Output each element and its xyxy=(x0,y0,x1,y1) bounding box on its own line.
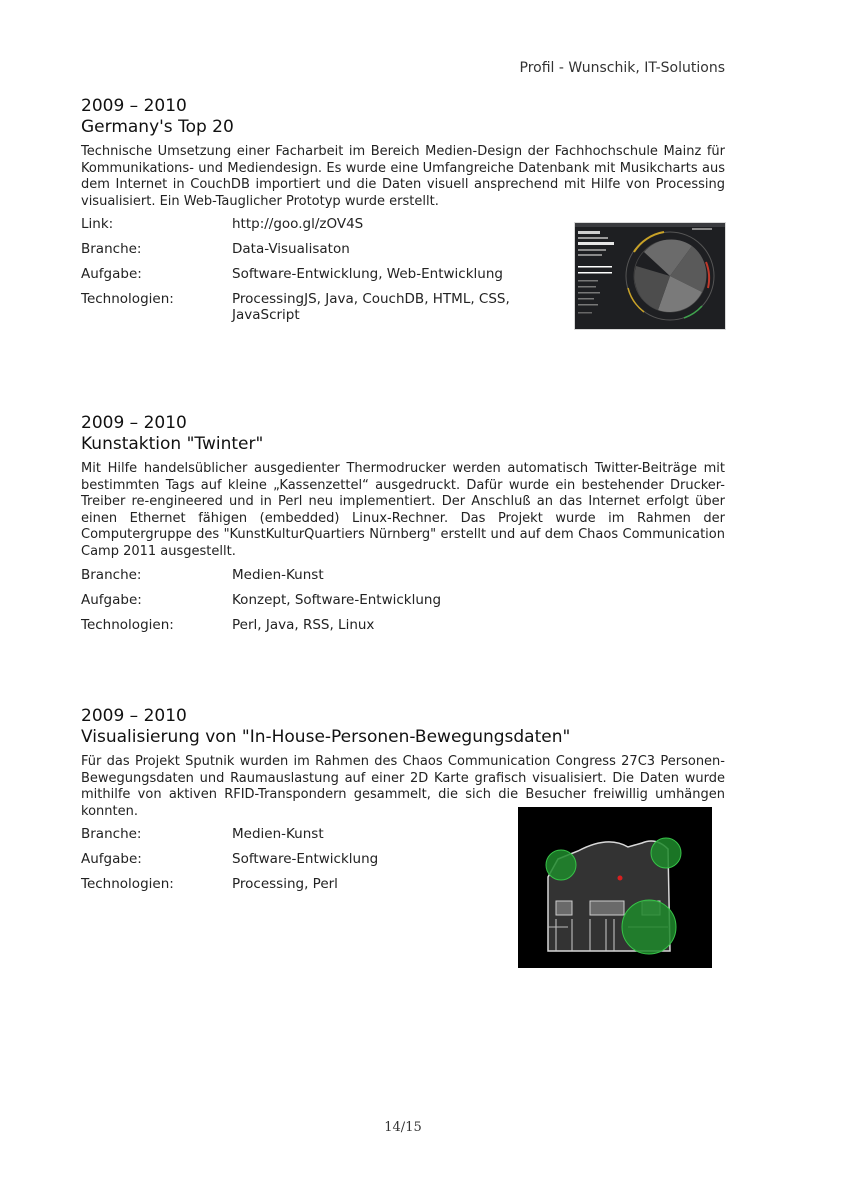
project-year: 2009 – 2010 xyxy=(81,706,187,726)
detail-key: Technologien: xyxy=(81,876,174,893)
detail-row-branche xyxy=(81,567,725,583)
detail-key: Branche: xyxy=(81,241,142,258)
detail-row-technologien xyxy=(81,617,725,633)
detail-key: Aufgabe: xyxy=(81,266,142,283)
project-title: Kunstaktion "Twinter" xyxy=(81,434,264,454)
detail-key: Technologien: xyxy=(81,616,174,633)
detail-key: Branche: xyxy=(81,566,142,583)
detail-key: Link: xyxy=(81,216,114,233)
detail-key: Aufgabe: xyxy=(81,591,142,608)
project-year: 2009 – 2010 xyxy=(81,413,187,433)
detail-value: Data-Visualisaton xyxy=(232,241,350,258)
detail-value: Software-Entwicklung xyxy=(232,851,379,868)
detail-key: Aufgabe: xyxy=(81,851,142,868)
top20-visualization-image xyxy=(574,222,726,330)
detail-key: Technologien: xyxy=(81,291,174,308)
detail-row-aufgabe xyxy=(81,592,725,608)
detail-key: Branche: xyxy=(81,826,142,843)
project-description: Für das Projekt Sputnik wurden im Rahmen des Chaos Communication Congress 27C3 Personen-Bewegungsdaten und Raumauslastung auf einer 2D Karte grafisch visualisiert. Die Daten wurde mithilfe von aktiven RFID-Transpondern gesammelt, die sich die Besucher freiwillig umhängen konnten. xyxy=(81,754,725,819)
detail-value: Perl, Java, RSS, Linux xyxy=(232,616,375,633)
detail-value: Medien-Kunst xyxy=(232,826,324,843)
page-header: Profil - Wunschik, IT-Solutions xyxy=(519,60,725,76)
project-title: Germany's Top 20 xyxy=(81,117,234,137)
project-title: Visualisierung von "In-House-Personen-Bewegungsdaten" xyxy=(81,727,571,747)
detail-value: Processing, Perl xyxy=(232,876,338,893)
floorplan-visualization-image xyxy=(518,807,712,968)
detail-value: Software-Entwicklung, Web-Entwicklung xyxy=(232,266,503,283)
project-description: Mit Hilfe handelsüblicher ausgedienter Thermodrucker werden automatisch Twitter-Beiträge mit bestimmten Tags auf kleine „Kassenzettel“ ausgedruckt. Dafür wurde ein bestehender Drucker-Treiber re-engineered und in Perl neu implementiert. Der Anschluß an das Internet erfolgt über einen Ethernet fähigen (embedded) Linux-Rechner. Das Projekt wurde im Rahmen der Computergruppe des "KunstKulturQuartiers Nürnberg" erstellt und auf dem Chaos Communication Camp 2011 ausgestellt. xyxy=(81,461,725,559)
project-section-twinter xyxy=(81,413,725,642)
detail-value: Medien-Kunst xyxy=(232,566,324,583)
detail-value: ProcessingJS, Java, CouchDB, HTML, CSS, JavaScript xyxy=(232,291,510,324)
project-year: 2009 – 2010 xyxy=(81,96,187,116)
detail-value: Konzept, Software-Entwicklung xyxy=(232,591,442,608)
project-link[interactable]: http://goo.gl/zOV4S xyxy=(232,216,364,233)
page-number: 14/15 xyxy=(384,1120,422,1135)
project-description: Technische Umsetzung einer Facharbeit im Bereich Medien-Design der Fachhochschule Mainz für Kommunikations- und Mediendesign. Es wurde eine Umfangreiche Datenbank mit Musikcharts aus dem Internet in CouchDB importiert und die Daten visuell ansprechend mit Hilfe von Processing visualisiert. Ein Web-Tauglicher Prototyp wurde erstellt. xyxy=(81,144,725,209)
